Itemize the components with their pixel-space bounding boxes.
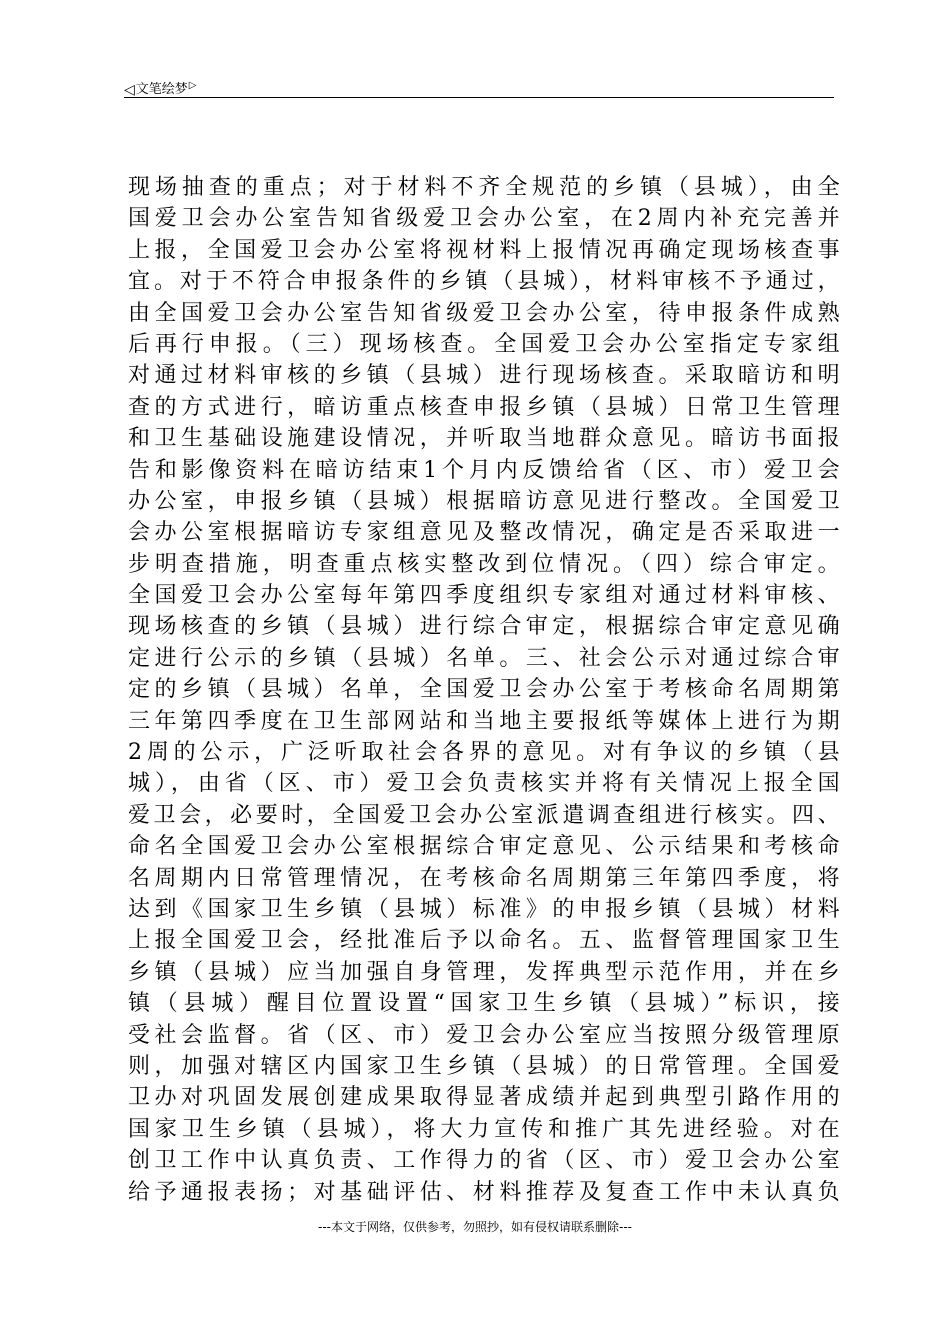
text-line: 步明查措施，明查重点核实整改到位情况。（四）综合审定。 [128, 551, 840, 577]
text-line: 镇（县城）醒目位置设置“国家卫生乡镇（县城）”标识，接 [128, 991, 840, 1017]
header-title: 文笔绘梦 [135, 82, 188, 97]
text-line: 城），由省（区、市）爱卫会负责核实并将有关情况上报全国 [128, 771, 840, 797]
right-triangle-icon: ▷ [188, 80, 197, 91]
text-line: 宜。对于不符合申报条件的乡镇（县城），材料审核不予通过， [128, 269, 840, 295]
text-line: 和卫生基础设施建设情况，并听取当地群众意见。暗访书面报 [128, 426, 840, 452]
text-line: 卫办对巩固发展创建成果取得显著成绩并起到典型引路作用的 [128, 1085, 840, 1111]
text-line: 命名全国爱卫会办公室根据综合审定意见、公示结果和考核命 [128, 834, 840, 860]
text-line: 给予通报表扬；对基础评估、材料推荐及复查工作中未认真负 [128, 1179, 840, 1205]
text-line: 达到《国家卫生乡镇（县城）标准》的申报乡镇（县城）材料 [128, 896, 840, 922]
text-line: 2周的公示，广泛听取社会各界的意见。对有争议的乡镇（县 [128, 740, 840, 766]
text-line: 国爱卫会办公室告知省级爱卫会办公室，在2周内补充完善并 [128, 206, 840, 232]
page-header [124, 74, 834, 98]
text-line: 定的乡镇（县城）名单，全国爱卫会办公室于考核命名周期第 [128, 677, 840, 703]
text-line: 爱卫会，必要时，全国爱卫会办公室派遣调查组进行核实。四、 [128, 802, 840, 828]
text-line: 上报全国爱卫会，经批准后予以命名。五、监督管理国家卫生 [128, 928, 840, 954]
text-line: 国家卫生乡镇（县城），将大力宣传和推广其先进经验。对在 [128, 1116, 840, 1142]
text-line: 创卫工作中认真负责、工作得力的省（区、市）爱卫会办公室 [128, 1148, 840, 1174]
text-line: 查的方式进行，暗访重点核查申报乡镇（县城）日常卫生管理 [128, 394, 840, 420]
text-line: 上报，全国爱卫会办公室将视材料上报情况再确定现场核查事 [128, 237, 840, 263]
text-line: 受社会监督。省（区、市）爱卫会办公室应当按照分级管理原 [128, 1022, 840, 1048]
header-divider [124, 97, 834, 98]
text-line: 由全国爱卫会办公室告知省级爱卫会办公室，待申报条件成熟 [128, 300, 840, 326]
text-line: 全国爱卫会办公室每年第四季度组织专家组对通过材料审核、 [128, 583, 840, 609]
text-line: 名周期内日常管理情况，在考核命名周期第三年第四季度，将 [128, 865, 840, 891]
text-line: 乡镇（县城）应当加强自身管理，发挥典型示范作用，并在乡 [128, 959, 840, 985]
text-line: 则，加强对辖区内国家卫生乡镇（县城）的日常管理。全国爱 [128, 1053, 840, 1079]
page-footer: ---本文于网络，仅供参考，勿照抄，如有侵权请联系删除--- [318, 1220, 632, 1234]
text-line: 后再行申报。（三）现场核查。全国爱卫会办公室指定专家组 [128, 331, 840, 357]
text-line: 会办公室根据暗访专家组意见及整改情况，确定是否采取进一 [128, 520, 840, 546]
text-line: 现场核查的乡镇（县城）进行综合审定，根据综合审定意见确 [128, 614, 840, 640]
text-line: 办公室，申报乡镇（县城）根据暗访意见进行整改。全国爱卫 [128, 488, 840, 514]
text-line: 告和影像资料在暗访结束1个月内反馈给省（区、市）爱卫会 [128, 457, 840, 483]
left-triangle-icon: ◁ [124, 82, 135, 98]
text-line: 三年第四季度在卫生部网站和当地主要报纸等媒体上进行为期 [128, 708, 840, 734]
document-body [128, 172, 840, 1208]
text-line: 定进行公示的乡镇（县城）名单。三、社会公示对通过综合审 [128, 645, 840, 671]
text-line: 现场抽查的重点；对于材料不齐全规范的乡镇（县城），由全 [128, 175, 840, 200]
text-line: 对通过材料审核的乡镇（县城）进行现场核查。采取暗访和明 [128, 363, 840, 389]
